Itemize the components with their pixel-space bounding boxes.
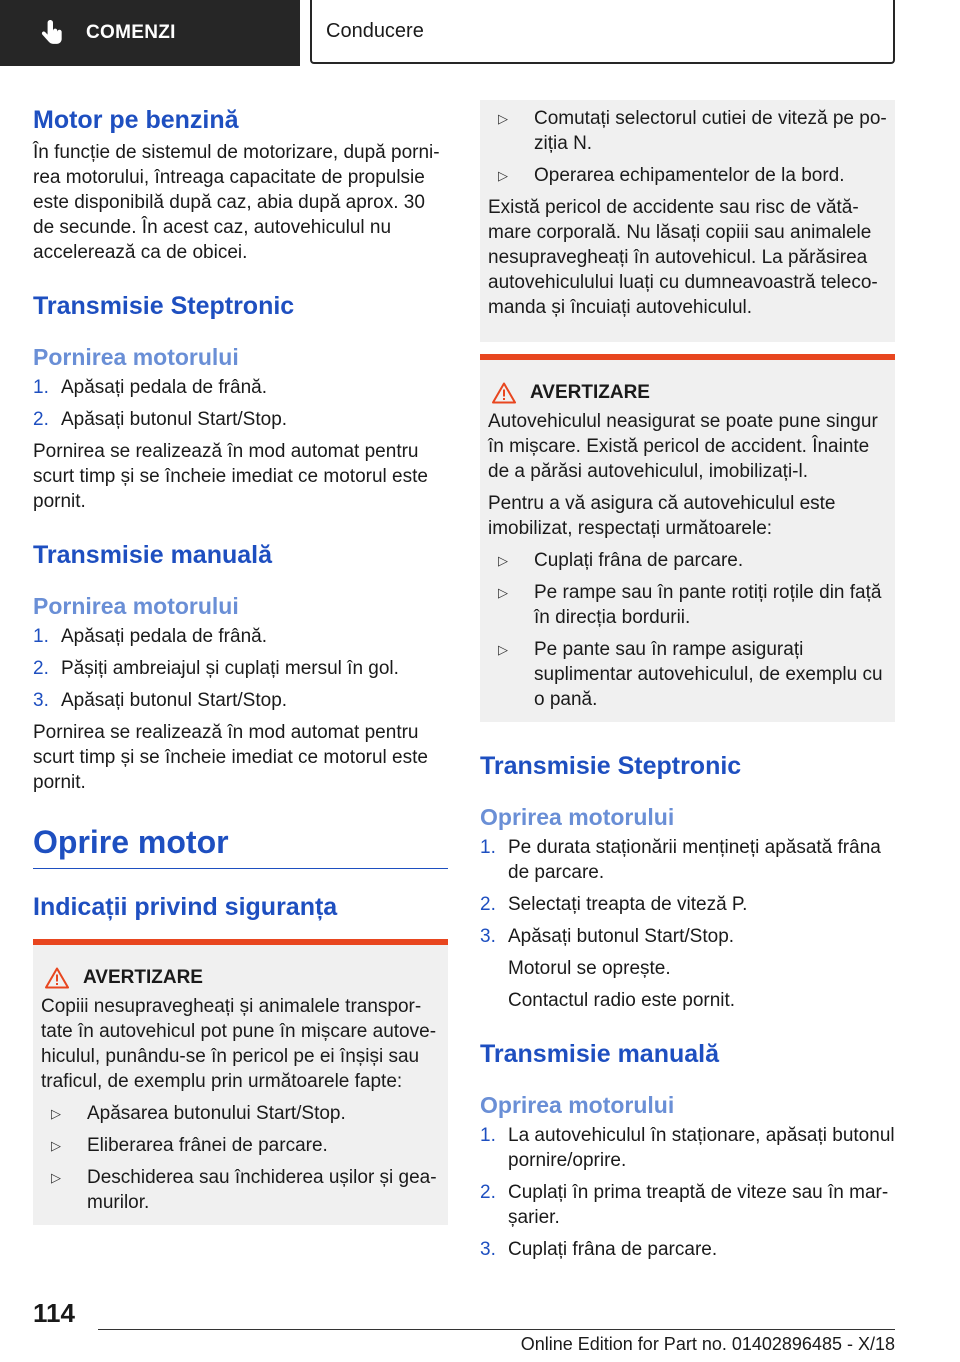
- list-item: ▷ Cuplați frâna de parcare.: [488, 548, 887, 573]
- list-item: 2. Selectați treapta de viteză P.: [480, 894, 748, 915]
- right-column: [480, 100, 895, 1262]
- steptronic-start-steps: [33, 375, 448, 432]
- page-number: 114: [33, 1298, 75, 1328]
- list-item: 3. Apăsați butonul Start/Stop.: [480, 926, 735, 947]
- bullet-triangle-icon: ▷: [498, 111, 508, 126]
- warning-label: AVERTIZARE: [530, 382, 650, 403]
- list-item: 2. Apăsați butonul Start/Stop.: [33, 409, 288, 430]
- section-tab: [0, 0, 300, 66]
- section-label: COMENZI: [86, 22, 176, 43]
- heading-rule: [33, 868, 448, 869]
- footer-edition: Online Edition for Part no. 01402896485 - X/18: [520, 1334, 895, 1354]
- heading-steptronic-stop: Transmisie Steptronic: [480, 752, 742, 780]
- heading-manual-stop: Transmisie manuală: [480, 1040, 720, 1068]
- steptronic-stop-steps: [480, 835, 895, 949]
- list-item: 1. Apăsați pedala de frână.: [33, 626, 267, 647]
- bullet-triangle-icon: ▷: [498, 553, 508, 568]
- list-item: 1. Pe durata staționării mențineți apăsată frâna de parcare.: [480, 837, 881, 883]
- bullet-triangle-icon: ▷: [51, 1138, 61, 1153]
- subheading-stop-engine: Oprirea motorului: [480, 804, 675, 830]
- list-item: 2. Pășiți ambreiajul și cuplați mersul în gol.: [33, 658, 399, 679]
- heading-steptronic: Transmisie Steptronic: [33, 292, 295, 320]
- result-text: Motorul se oprește.: [508, 958, 671, 979]
- list-item: ▷ Deschiderea sau închiderea ușilor și geamurilor.: [41, 1165, 440, 1215]
- list-item: 2. Cuplați în prima treaptă de viteze sau în marșarier.: [480, 1182, 889, 1228]
- bullet-triangle-icon: ▷: [498, 168, 508, 183]
- subheading-stop-engine-manual: Oprirea motorului: [480, 1092, 675, 1118]
- warning-triangle-icon: [492, 382, 516, 404]
- list-item: 3. Apăsați butonul Start/Stop.: [33, 690, 288, 711]
- heading-safety: Indicații privind siguranța: [33, 893, 338, 921]
- bullet-triangle-icon: ▷: [498, 642, 508, 657]
- paragraph-steptronic-note: Pornirea se realizează în mod automat pentru scurt timp și se încheie imediat ce motorul este pornit.: [33, 441, 428, 512]
- warning-bar: [33, 939, 448, 945]
- heading-manual: Transmisie manuală: [33, 541, 273, 569]
- hand-pointer-icon: [40, 20, 66, 46]
- manual-stop-steps: [480, 1123, 895, 1262]
- chapter-label: Conducere: [326, 19, 424, 42]
- chapter-tab: [310, 0, 895, 64]
- list-item: 1. La autovehiculul în staționare, apăsați butonul pornire/oprire.: [480, 1125, 895, 1171]
- left-column: [33, 100, 448, 1225]
- heading-petrol: Motor pe benzină: [33, 106, 239, 134]
- warning-label: AVERTIZARE: [83, 967, 203, 988]
- subheading-start-engine: Pornirea motorului: [33, 344, 239, 370]
- list-item: ▷ Pe rampe sau în pante rotiți roțile din față în direcția bordurii.: [488, 580, 887, 630]
- footer-rule: [98, 1329, 895, 1330]
- warning-box-continued: [480, 100, 895, 342]
- list-item: ▷ Comutați selectorul cutiei de viteză pe poziția N.: [488, 106, 887, 156]
- warning-bullets: [488, 548, 887, 712]
- warning-bullets: [41, 1101, 440, 1215]
- manual-start-steps: [33, 624, 448, 713]
- result-text: Contactul radio este pornit.: [508, 990, 736, 1011]
- list-item: 1. Apăsați pedala de frână.: [33, 377, 267, 398]
- bullet-triangle-icon: ▷: [51, 1106, 61, 1121]
- bullet-triangle-icon: ▷: [51, 1170, 61, 1185]
- warning-triangle-icon: [45, 967, 69, 989]
- warning-text-1: Autovehiculul neasigurat se poate pune singur în mișcare. Există pericol de accident. Înainte de a părăsi autovehiculul, imobilizați-l.: [488, 411, 878, 482]
- heading-engine-stop: Oprire motor: [33, 824, 229, 860]
- list-item: ▷ Eliberarea frânei de parcare.: [41, 1133, 440, 1158]
- warning-continued-text: Există pericol de accidente sau risc de vătămare corporală. Nu lăsați copiii sau animalele nesupravegheați în autovehicul. La părăsirea autovehiculului luați cu dumneavoastră telecomanda și încuiați autovehiculul.: [488, 197, 878, 318]
- paragraph-manual-note: Pornirea se realizează în mod automat pentru scurt timp și se încheie imediat ce motorul este pornit.: [33, 722, 428, 793]
- warning-box-2: [480, 354, 895, 722]
- bullet-triangle-icon: ▷: [498, 585, 508, 600]
- subheading-start-engine-manual: Pornirea motorului: [33, 593, 239, 619]
- list-item: ▷ Pe pante sau în rampe asigurați suplimentar autovehiculul, de exemplu cu o pană.: [488, 637, 887, 712]
- list-item: ▷ Apăsarea butonului Start/Stop.: [41, 1101, 440, 1126]
- warning-box: [33, 939, 448, 1225]
- warning-text-2: Pentru a vă asigura că autovehiculul este imobilizat, respectați următoarele:: [488, 493, 836, 539]
- warning-bar: [480, 354, 895, 360]
- warning-text: Copiii nesupravegheați și animalele transportate în autovehicul pot pune în mișcare autovehiculul, punându-se în pericol pe ei înșiși sau traficul, de exemplu prin următoarele fapte:: [41, 996, 437, 1092]
- list-item: ▷ Operarea echipamentelor de la bord.: [488, 163, 887, 188]
- list-item: 3. Cuplați frâna de parcare.: [480, 1239, 718, 1260]
- paragraph-petrol: În funcție de sistemul de motorizare, după pornirea motorului, întreaga capacitate de propulsie este disponibilă după caz, abia după aprox. 30 de secunde. În acest caz, autovehiculul nu accelerează ca de obicei.: [33, 142, 440, 263]
